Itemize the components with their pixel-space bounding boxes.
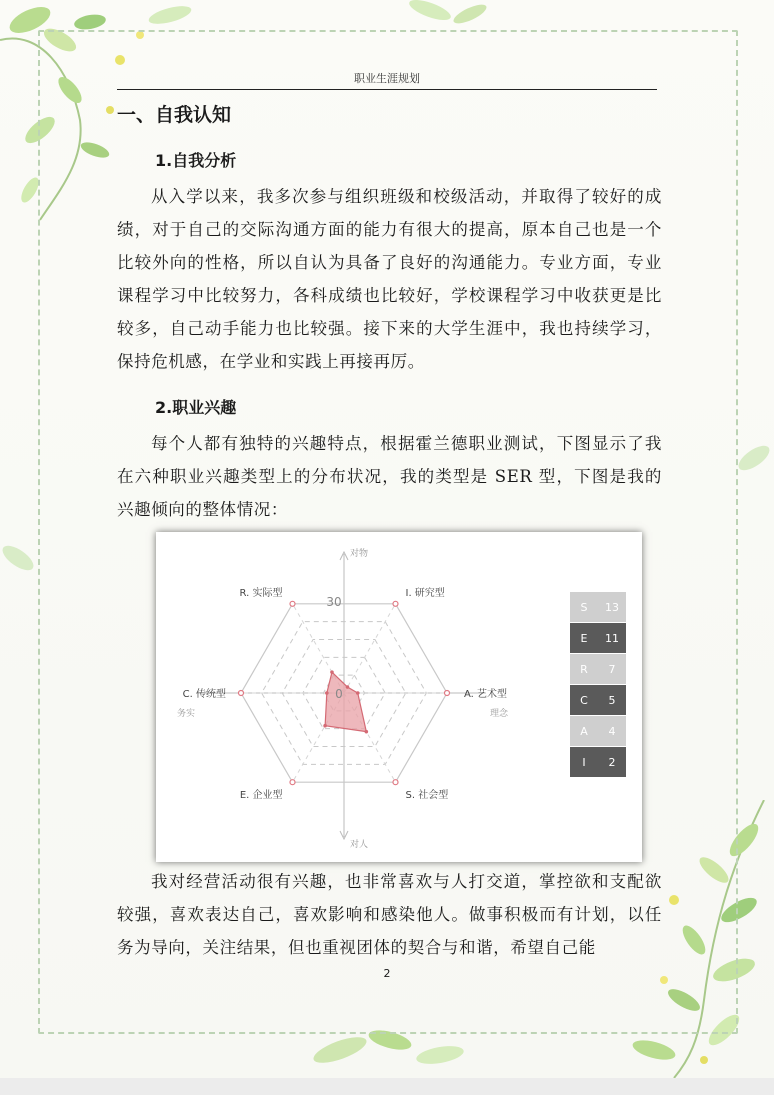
radar-vertex-C	[239, 691, 244, 696]
page-header: 职业生涯规划	[354, 72, 420, 85]
axis-label-R: R. 实际型	[239, 587, 283, 599]
data-point-R	[330, 670, 334, 674]
legend-item-I	[570, 747, 626, 777]
radar-vertex-R	[290, 601, 295, 606]
subsection-title-career-interest: 2.职业兴趣	[155, 398, 237, 417]
axis-label-S: S. 社会型	[405, 790, 449, 802]
legend-item-C	[570, 685, 626, 715]
legend-key: R	[580, 662, 588, 676]
leaf-decoration-right-icon	[734, 430, 774, 490]
legend-value: 11	[605, 631, 619, 645]
radar-data-area	[325, 672, 366, 731]
legend-key: E	[580, 631, 588, 645]
axis-label-I: I. 研究型	[405, 587, 445, 599]
page-bottom-strip	[0, 1078, 774, 1095]
legend-item-A	[570, 716, 626, 746]
holland-radar-chart	[156, 532, 642, 862]
legend-key: S	[580, 600, 588, 614]
paragraph-career-interest: 每个人都有独特的兴趣特点，根据霍兰德职业测试，下图显示了我在六种职业兴趣类型上的分布状况，我的类型是 SER 型，下图是我的兴趣倾向的整体情况：	[117, 434, 662, 519]
axis-top-label: 对物	[350, 549, 369, 559]
scale-max-label: 30	[326, 595, 342, 609]
radar-vertex-I	[393, 601, 398, 606]
axis-right-label: 理念	[489, 709, 509, 719]
legend-value: 2	[608, 755, 616, 769]
legend-key: I	[582, 755, 586, 769]
paragraph-interest-description: 我对经营活动很有兴趣，也非常喜欢与人打交道，掌控欲和支配欲较强，喜欢表达自己，喜欢影响和感染他人。做事积极而有计划，以任务为导向，关注结果，但也重视团体的契合与和谐，希望自己能	[117, 872, 662, 957]
legend-key: A	[580, 724, 588, 738]
section-title: 一、自我认知	[117, 104, 232, 126]
paragraph-self-analysis: 从入学以来，我多次参与组织班级和校级活动，并取得了较好的成绩，对于自己的交际沟通方面的能力有很大的提高，原本自己也是一个比较外向的性格，所以自认为具备了良好的沟通能力。专业方面，专业课程学习中比较努力，各科成绩也比较好，学校课程学习中收获更是比较多，自己动手能力也比较强。接下来的大学生涯中，我也持续学习，保持危机感，在学业和实践上再接再厉。	[117, 187, 662, 371]
scale-min-label: 0	[335, 687, 343, 701]
radar-spoke-I	[344, 604, 396, 693]
data-point-E	[323, 724, 327, 728]
legend-item-R	[570, 654, 626, 684]
data-point-C	[325, 691, 329, 695]
data-point-I	[346, 685, 350, 689]
axis-bottom-label: 对人	[350, 840, 369, 850]
header-rule	[117, 89, 657, 90]
data-point-S	[365, 730, 369, 734]
radar-vertex-A	[445, 691, 450, 696]
legend-value: 7	[608, 662, 616, 676]
axis-label-C: C. 传统型	[182, 689, 226, 700]
legend-value: 13	[605, 600, 619, 614]
leaf-decoration-left-icon	[0, 530, 40, 590]
axis-label-A: A. 艺术型	[464, 689, 508, 700]
legend-value: 4	[608, 724, 616, 738]
chart-legend	[570, 592, 626, 778]
legend-item-S	[570, 592, 626, 622]
legend-item-E	[570, 623, 626, 653]
radar-vertex-S	[393, 780, 398, 785]
axis-left-label: 务实	[176, 709, 196, 719]
subsection-title-self-analysis: 1.自我分析	[155, 151, 237, 170]
legend-value: 5	[608, 693, 616, 707]
page-number: 2	[383, 967, 391, 980]
radar-vertex-E	[290, 780, 295, 785]
legend-key: C	[580, 693, 588, 707]
axis-label-E: E. 企业型	[239, 790, 283, 802]
data-point-A	[356, 691, 360, 695]
